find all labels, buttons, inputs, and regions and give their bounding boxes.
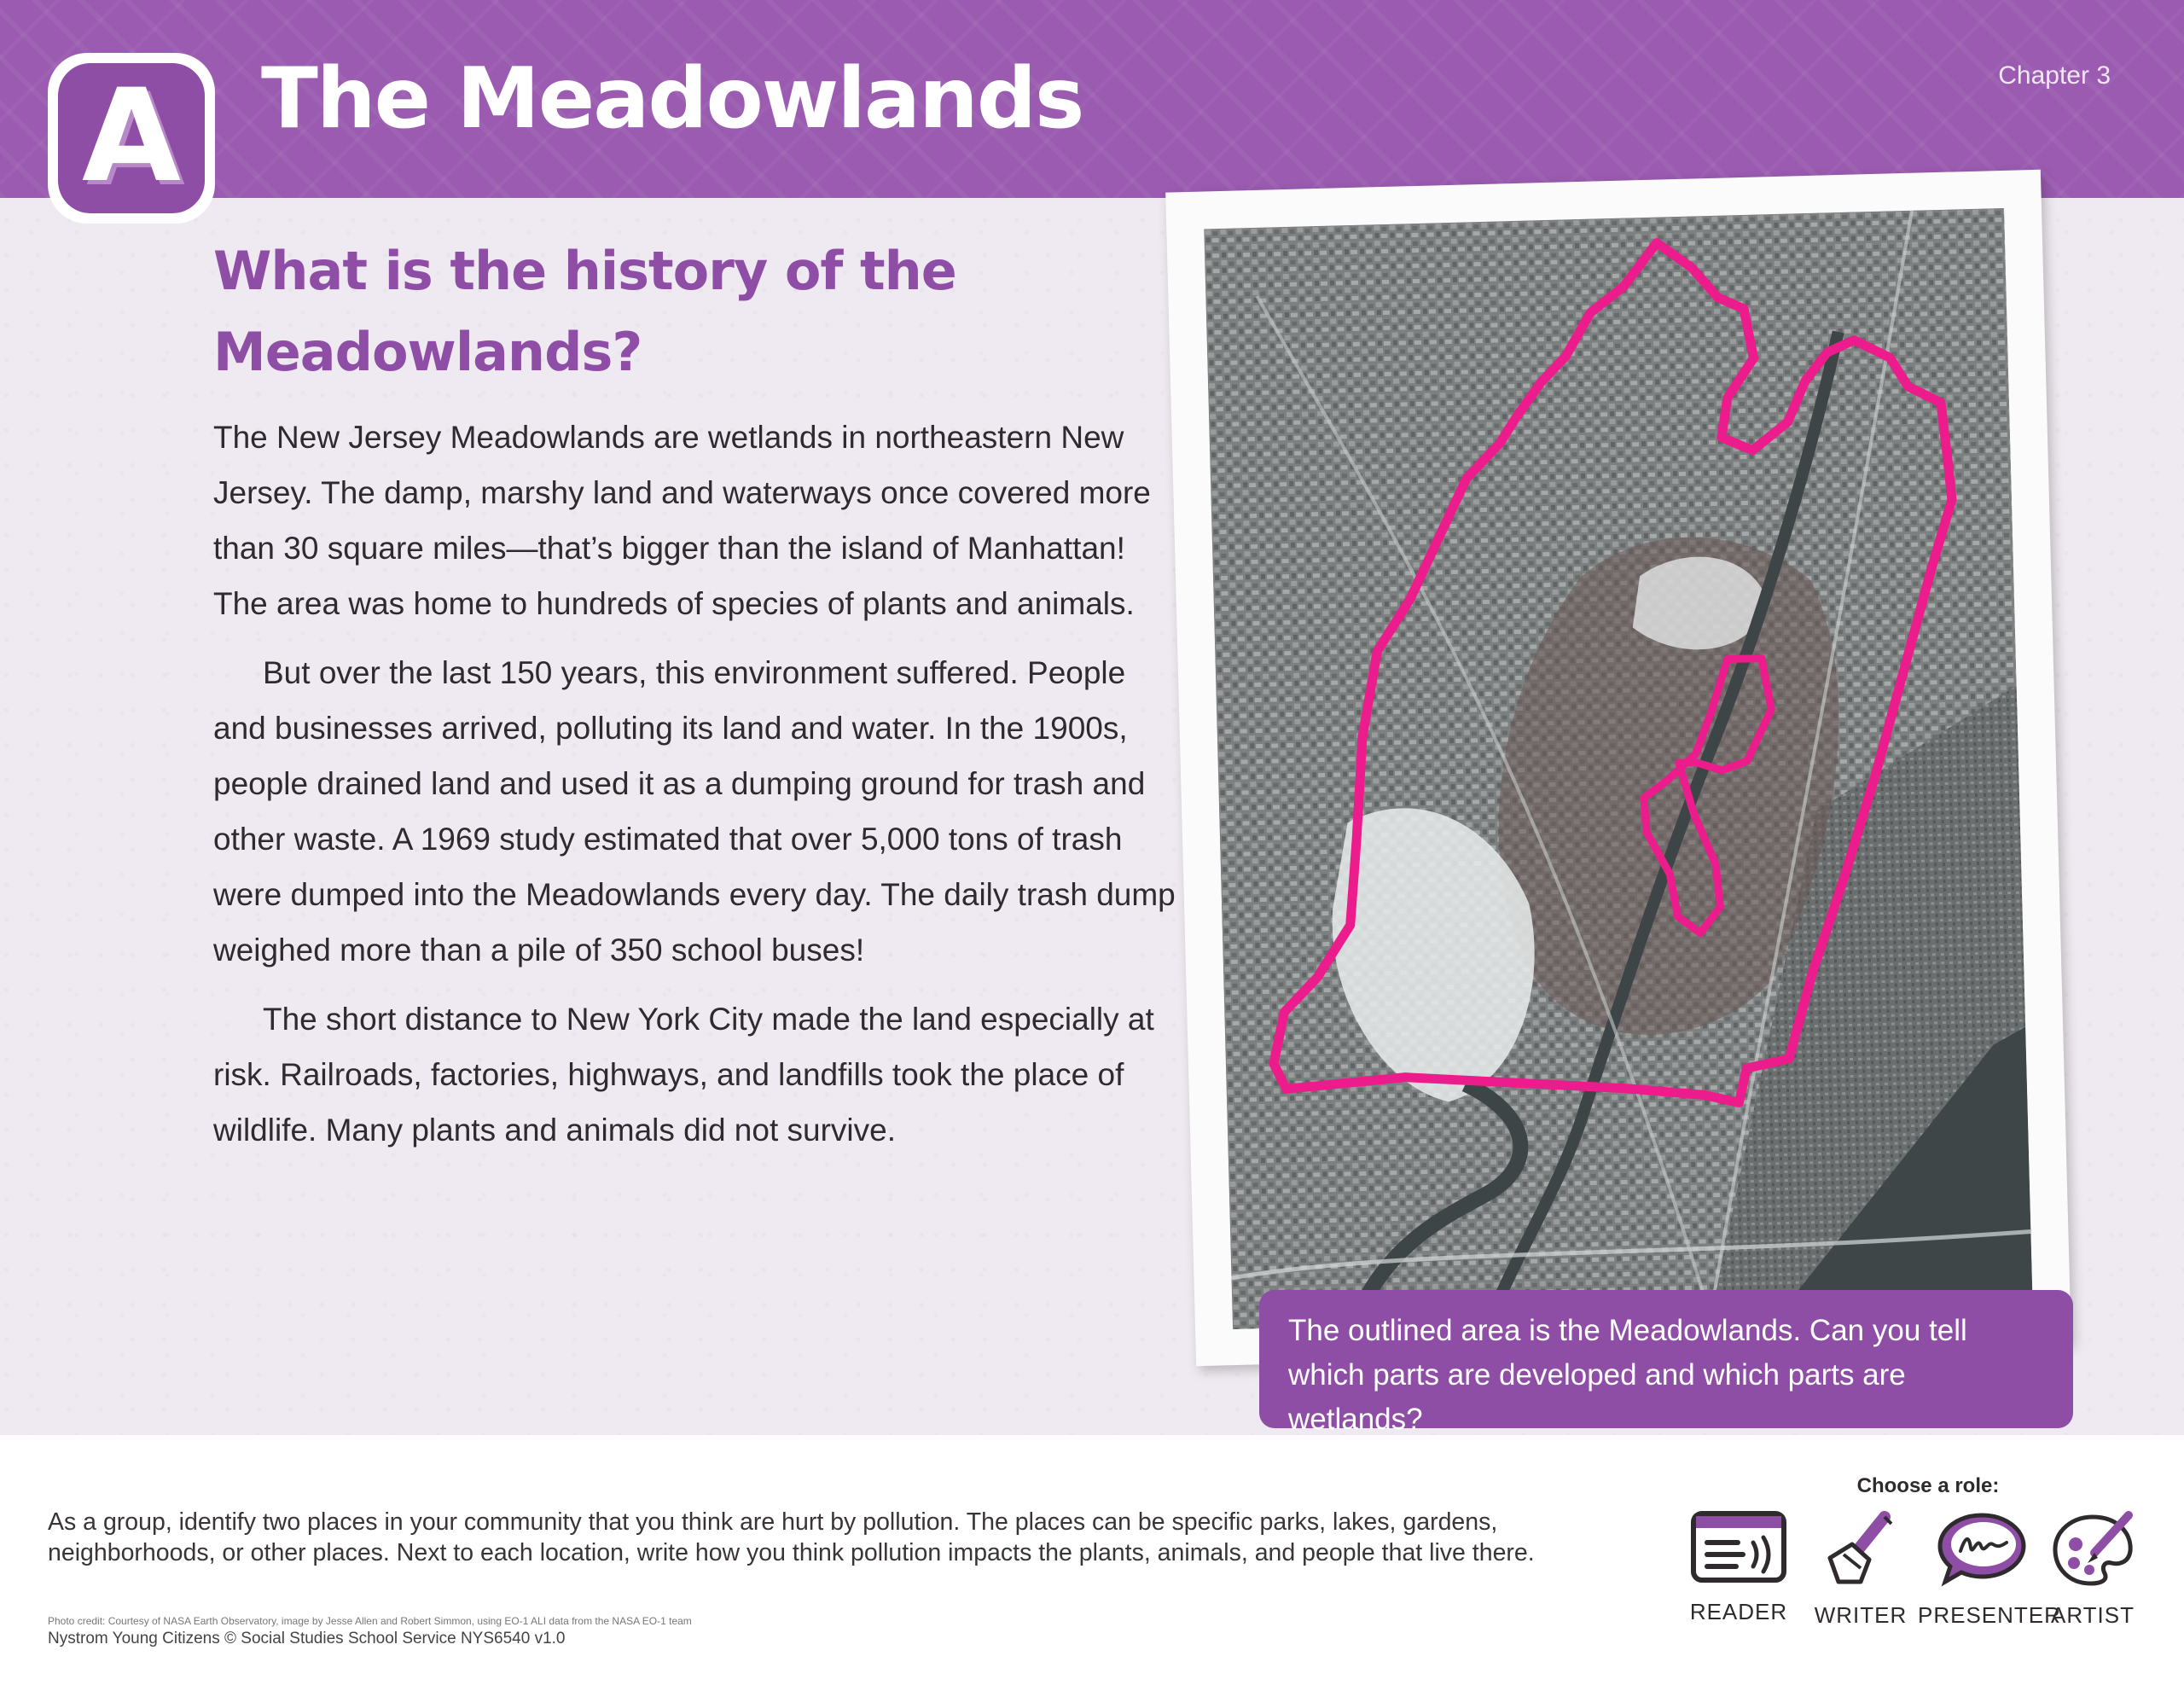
page-title: The Meadowlands	[261, 50, 1083, 148]
paragraph-3: The short distance to New York City made the land especially at risk. Railroads, factories, highways, and landfills took the place of wildlife. Many plants and animals did not survive.	[213, 1002, 1154, 1148]
chapter-label: Chapter 3	[1998, 61, 2111, 90]
article-body	[213, 410, 1186, 1171]
role-artist[interactable]	[2029, 1510, 2157, 1629]
choose-role-title: Choose a role:	[1856, 1474, 2000, 1497]
role-artist-label: ARTIST	[2051, 1602, 2135, 1628]
role-reader[interactable]	[1675, 1510, 1803, 1625]
paragraph-2: But over the last 150 years, this environment suffered. People and businesses arrived, polluting its land and water. In the 1900s, people drained land and used it as a dumping ground for trash and other waste. A 1969 study estimated that over 5,000 tons of trash were dumped into the Meadowlands every day. The daily trash dump weighed more than a pile of 350 school buses!	[213, 655, 1176, 968]
role-writer-label: WRITER	[1814, 1602, 1908, 1628]
role-presenter-label: PRESENTER	[1918, 1602, 2061, 1628]
section-question: What is the history of the Meadowlands?	[213, 240, 956, 383]
artist-icon	[2050, 1510, 2135, 1587]
paragraph-1: The New Jersey Meadowlands are wetlands in northeastern New Jersey. The damp, marshy land and waterways once covered more than 30 square miles—that’s bigger than the island of Manhattan! The area was home to hundreds of species of plants and animals.	[213, 420, 1151, 621]
photo-caption: The outlined area is the Meadowlands. Can you tell which parts are developed and which parts are wetlands?	[1259, 1290, 2073, 1428]
section-badge-letter: A	[81, 62, 182, 211]
role-presenter[interactable]	[1918, 1510, 2061, 1629]
role-reader-label: READER	[1689, 1599, 1788, 1624]
photo-card	[1165, 170, 2071, 1366]
satellite-photo	[1204, 208, 2032, 1329]
writer-icon	[1818, 1510, 1903, 1587]
photo-credit: Photo credit: Courtesy of NASA Earth Observatory, image by Jesse Allen and Robert Simmon, using EO-1 ALI data from the NASA EO-1 team	[48, 1615, 692, 1627]
reader-icon	[1690, 1510, 1787, 1583]
publisher-footer: Nystrom Young Citizens © Social Studies School Service NYS6540 v1.0	[48, 1630, 566, 1647]
section-badge-inner	[58, 63, 205, 213]
presenter-icon	[1935, 1510, 2029, 1587]
section-badge	[48, 53, 215, 224]
role-writer[interactable]	[1797, 1510, 1925, 1629]
activity-instructions: As a group, identify two places in your community that you think are hurt by pollution. The places can be specific parks, lakes, gardens, neighborhoods, or other places. Next to each location, write how you think pollution impacts the plants, animals, and people that live there.	[48, 1508, 1535, 1566]
